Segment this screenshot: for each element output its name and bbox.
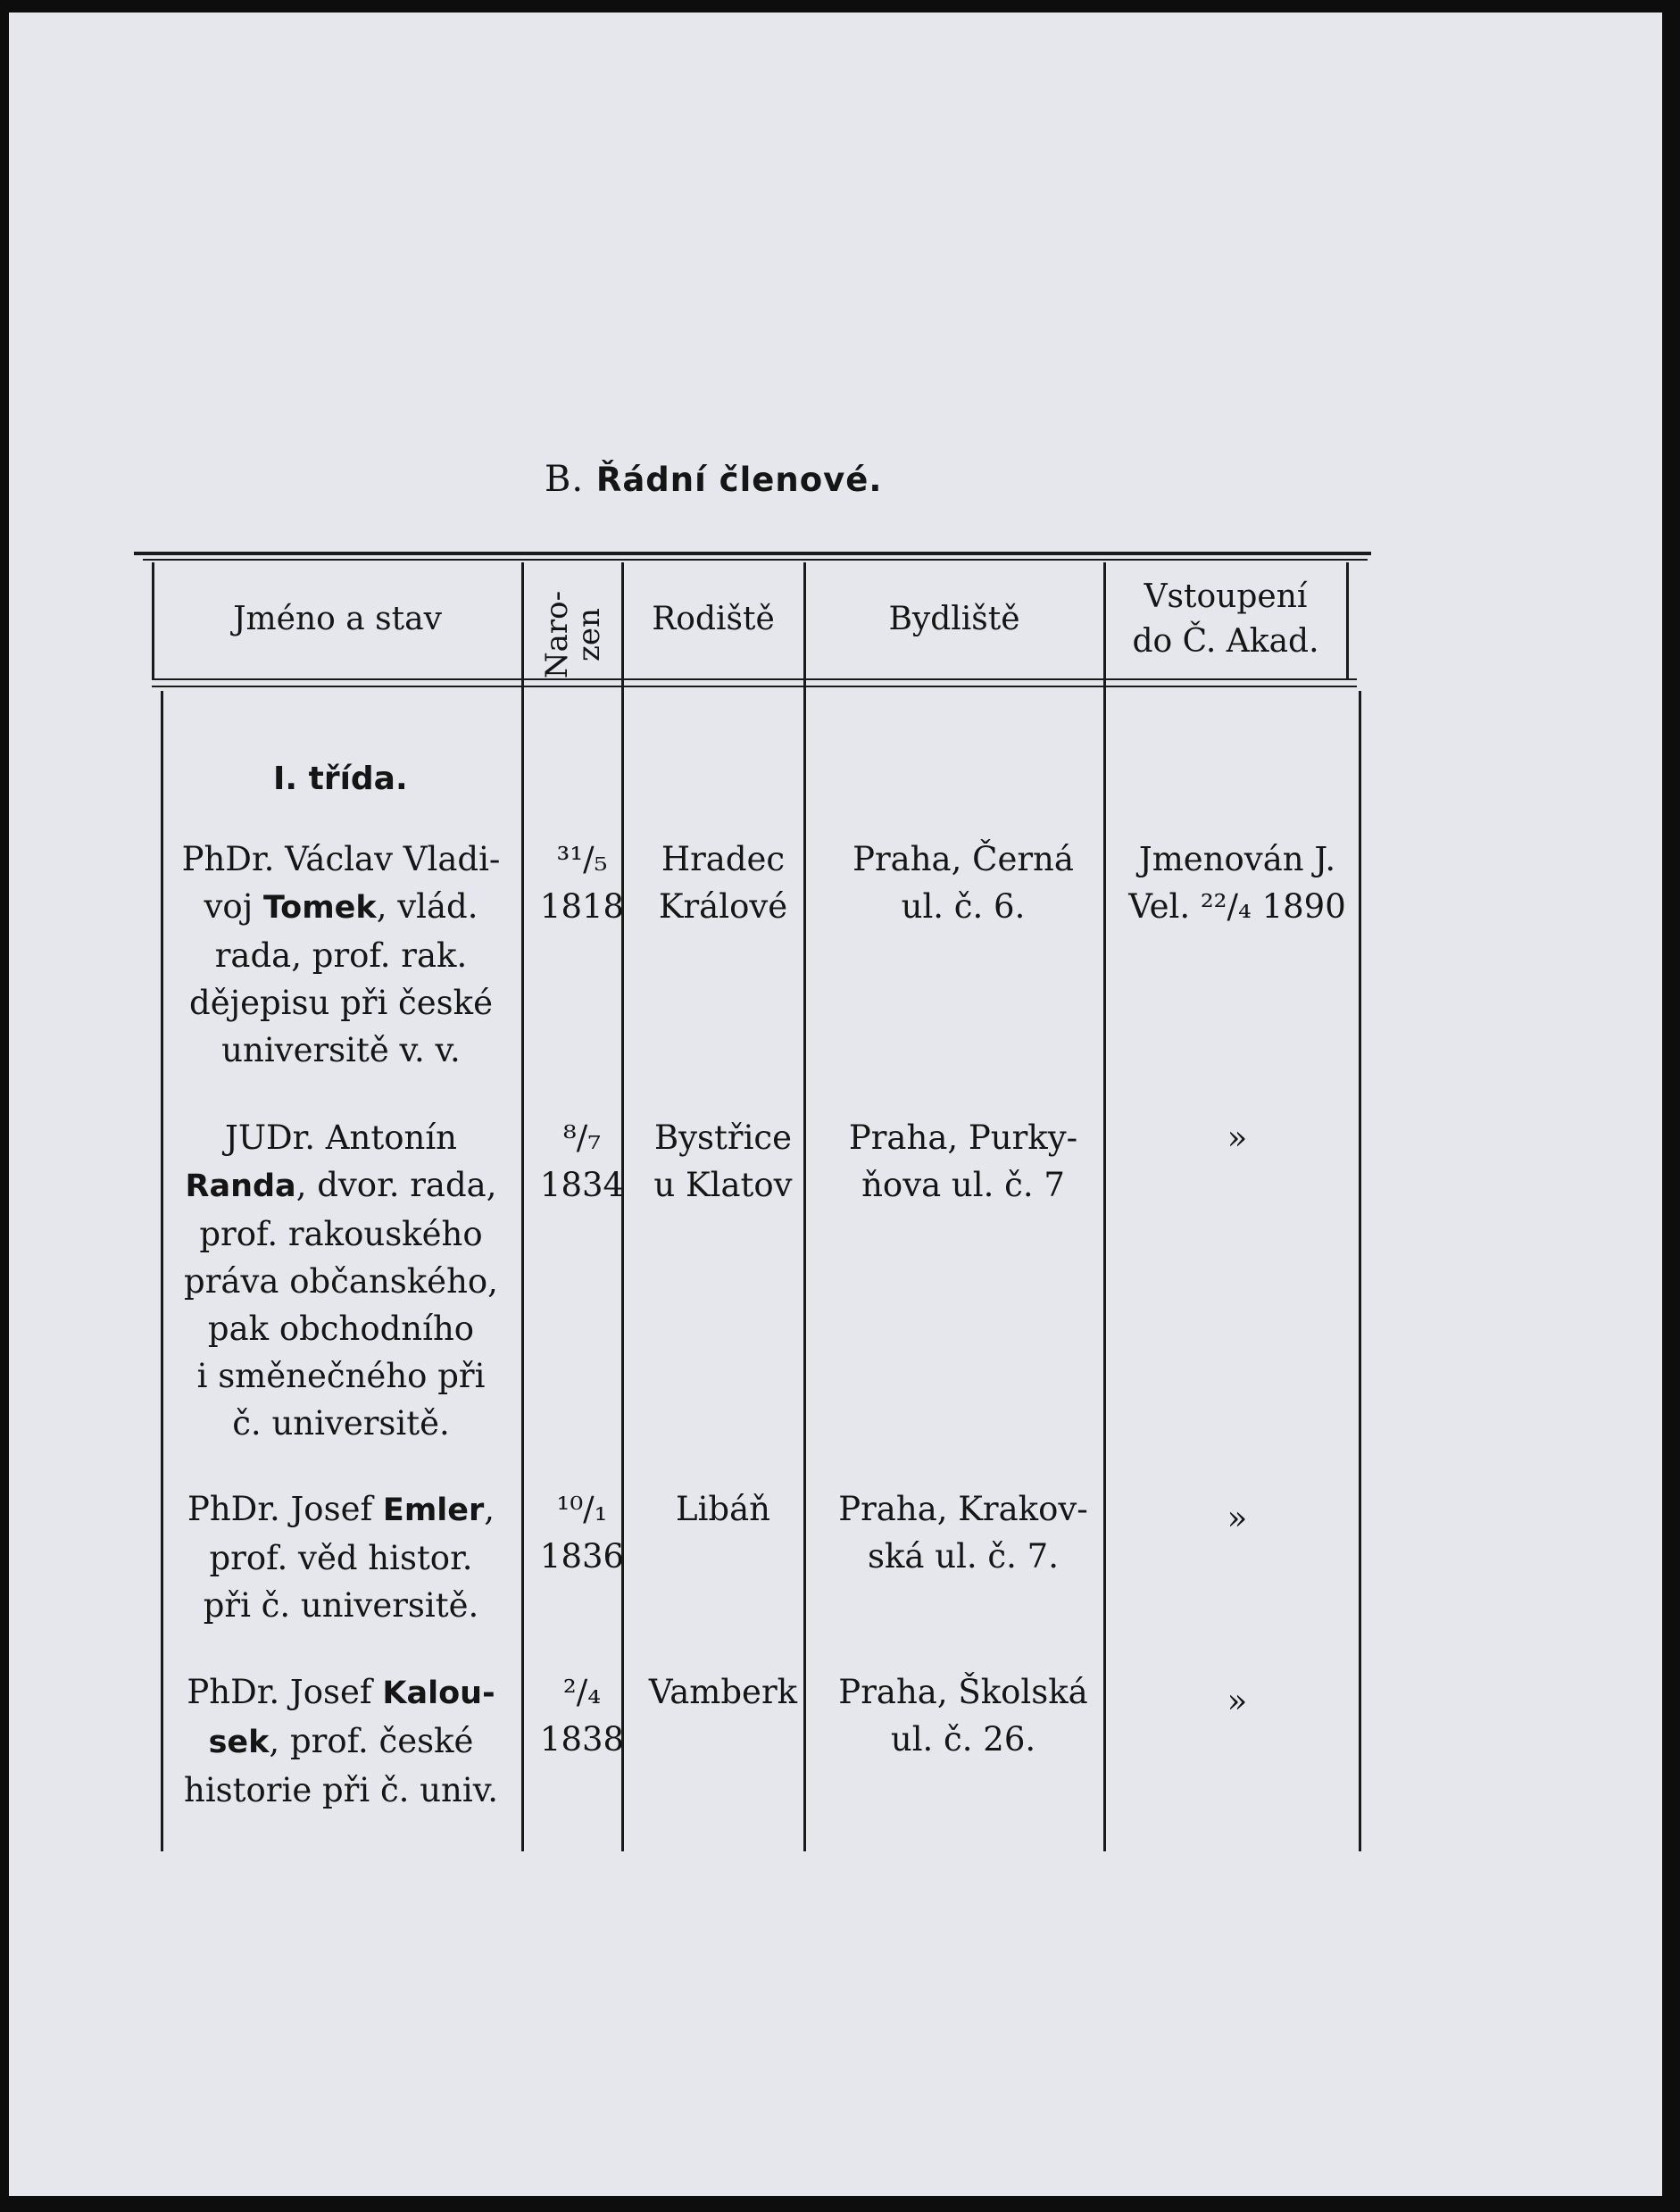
birth-date-cell	[532, 836, 632, 930]
section-heading	[545, 459, 882, 500]
name-line: universitě v. v.	[221, 1031, 461, 1069]
name-fragment: , prof. české	[269, 1722, 474, 1760]
joined-header-line-1: Vstoupení	[1144, 578, 1308, 615]
joined-header-line-2: do Č. Akad.	[1132, 623, 1319, 660]
birth-year: 1836	[539, 1537, 625, 1576]
birthplace-line: Bystřice	[653, 1118, 793, 1157]
residence-cell	[816, 1668, 1110, 1763]
birthplace-cell	[634, 836, 812, 930]
name-line	[161, 883, 521, 932]
name-line	[161, 1161, 521, 1210]
name-line: pak obchodního	[207, 1310, 475, 1348]
column-divider	[521, 562, 524, 1851]
member-surname: Emler	[382, 1493, 485, 1528]
birth-date-cell	[532, 1668, 632, 1763]
residence-line: Praha, Černá	[852, 840, 1074, 878]
member-surname: Randa	[185, 1168, 296, 1204]
birthplace-cell	[634, 1668, 812, 1716]
name-fragment: , vlád.	[376, 887, 478, 926]
name-fragment: PhDr. Josef	[187, 1673, 383, 1711]
residence-cell	[816, 1485, 1110, 1580]
residence-line: ňova ul. č. 7	[861, 1166, 1065, 1204]
residence-line: Praha, Purky-	[848, 1118, 1078, 1157]
birthplace-cell	[634, 1114, 812, 1209]
name-fragment: PhDr. Josef	[187, 1490, 383, 1528]
name-fragment: ,	[484, 1490, 495, 1528]
member-name-cell	[161, 1485, 521, 1629]
residence-cell	[816, 836, 1110, 930]
joined-cell	[1114, 1494, 1360, 1542]
residence-line: Praha, Krakov-	[838, 1490, 1088, 1528]
ditto-mark: »	[1227, 1682, 1248, 1720]
birth-date-cell	[532, 1114, 632, 1209]
born-header-line-2: zen	[571, 608, 607, 661]
birth-day-month: ⁸/₇	[562, 1118, 602, 1157]
birth-date-cell	[532, 1485, 632, 1580]
joined-cell	[1114, 1677, 1360, 1725]
column-header-name: Jméno a stav	[233, 601, 442, 637]
name-line: JUDr. Antonín	[224, 1118, 457, 1157]
birth-day-month: ¹⁰/₁	[556, 1490, 608, 1528]
name-line: prof. rakouského	[199, 1215, 483, 1253]
birth-day-month: ²/₄	[562, 1673, 602, 1711]
name-line: PhDr. Václav Vladi-	[181, 840, 501, 878]
birthplace-line: Hradec	[661, 840, 786, 878]
column-header-born	[520, 577, 627, 693]
name-line: historie při č. univ.	[184, 1771, 498, 1809]
birthplace-line: u Klatov	[653, 1166, 793, 1204]
member-name-cell	[161, 836, 521, 1074]
name-line: rada, prof. rak.	[214, 936, 468, 975]
birthplace-line: Libáň	[676, 1490, 770, 1528]
ditto-mark: »	[1227, 1118, 1248, 1157]
birthplace-line: Králové	[658, 887, 788, 926]
residence-cell	[816, 1114, 1110, 1209]
class-heading: I. třída.	[273, 761, 408, 797]
column-header-birthplace: Rodiště	[652, 601, 775, 637]
name-line	[161, 1485, 521, 1534]
joined-cell	[1114, 836, 1360, 930]
birth-day-month: ³¹/₅	[556, 840, 608, 878]
member-surname: Tomek	[262, 890, 377, 926]
name-line: prof. věd histor.	[209, 1539, 473, 1577]
header-bottom-rule	[152, 678, 1357, 680]
residence-line: ul. č. 6.	[901, 887, 1026, 926]
member-name-cell	[161, 1668, 521, 1814]
residence-line: ul. č. 26.	[890, 1720, 1036, 1759]
residence-line: ská ul. č. 7.	[868, 1537, 1059, 1576]
name-line: dějepisu při české	[189, 984, 493, 1022]
birth-year: 1818	[539, 887, 625, 926]
birth-year: 1834	[539, 1166, 625, 1204]
member-surname: Kalou-	[382, 1676, 495, 1711]
joined-cell	[1114, 1114, 1360, 1161]
born-header-line-1: Naro-	[539, 590, 575, 679]
column-divider	[1346, 562, 1349, 678]
member-surname: sek	[208, 1725, 270, 1760]
heading-title: Řádní členové.	[595, 461, 883, 499]
document-page	[9, 12, 1662, 2196]
birthplace-line: Vamberk	[648, 1673, 798, 1711]
name-line: práva občanského,	[184, 1262, 498, 1301]
table-top-rule	[134, 552, 1371, 555]
name-line	[161, 1717, 521, 1767]
member-name-cell	[161, 1114, 521, 1447]
column-header-joined	[1107, 575, 1344, 664]
heading-prefix: B.	[545, 459, 585, 500]
column-header-residence: Bydliště	[888, 601, 1020, 637]
name-line: při č. universitě.	[203, 1586, 479, 1625]
joined-line: Jmenován J.	[1138, 840, 1336, 878]
header-bottom-rule-2	[152, 686, 1357, 687]
joined-line: Vel. ²²/₄ 1890	[1128, 887, 1346, 926]
column-divider	[152, 562, 154, 678]
table-top-rule-thin	[143, 559, 1368, 561]
birthplace-cell	[634, 1485, 812, 1533]
residence-line: Praha, Školská	[838, 1673, 1088, 1711]
name-line: č. universitě.	[232, 1404, 450, 1443]
name-line: i směnečného při	[196, 1357, 486, 1395]
birth-year: 1838	[539, 1720, 625, 1759]
name-fragment: , dvor. rada,	[295, 1166, 497, 1204]
name-fragment: voj	[204, 887, 263, 926]
ditto-mark: »	[1227, 1499, 1248, 1537]
name-line	[161, 1668, 521, 1717]
